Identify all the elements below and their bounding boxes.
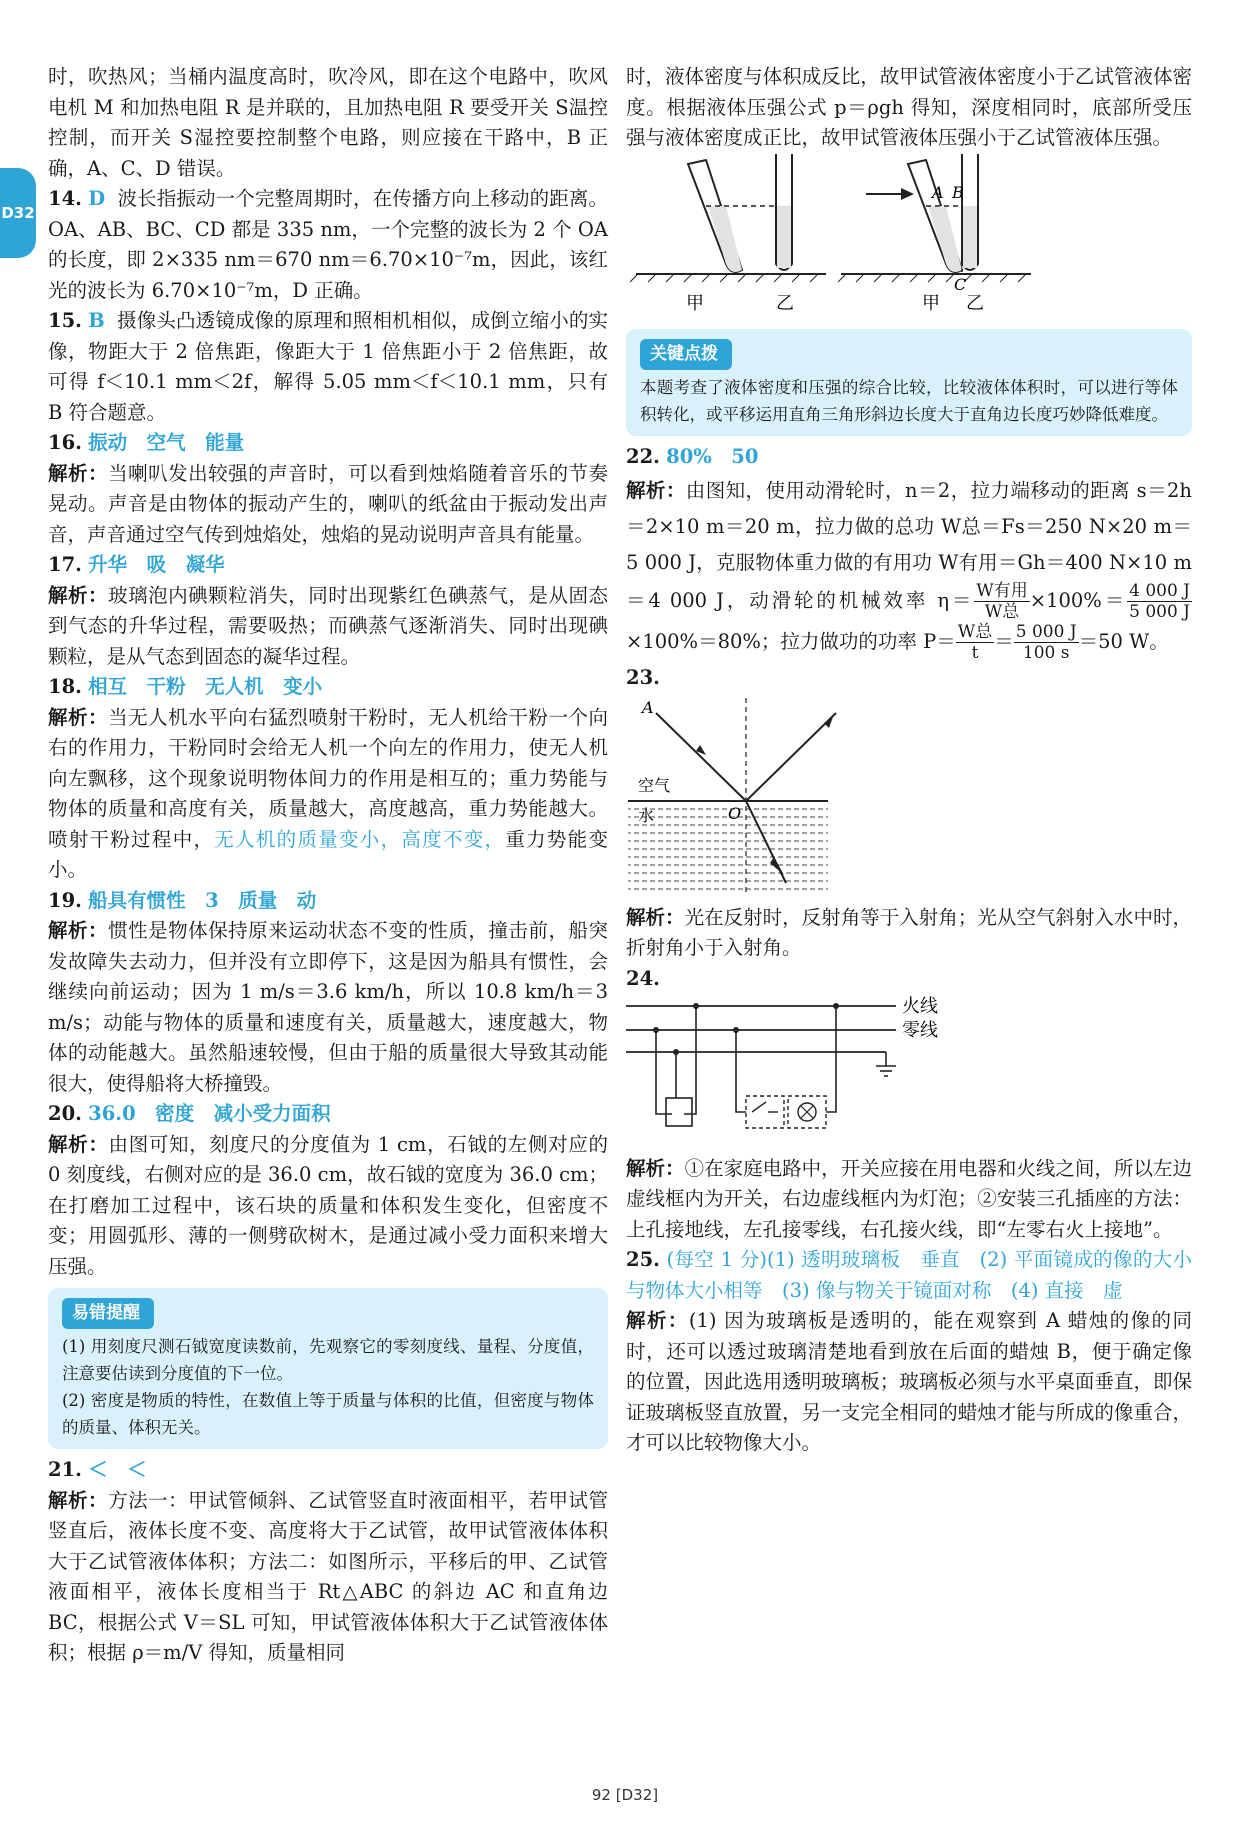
vertical-tube-yi bbox=[776, 154, 792, 270]
error-tip-title: 易错提醒 bbox=[62, 1298, 154, 1329]
q22-line-4: ＝ bbox=[994, 629, 1014, 653]
analysis-label: 解析： bbox=[48, 1132, 109, 1156]
analysis-label: 解析： bbox=[48, 583, 109, 607]
switch-box bbox=[746, 1096, 784, 1128]
q20-answer: 36.0 密度 减小受力面积 bbox=[88, 1102, 331, 1125]
q18-number: 18. bbox=[48, 675, 82, 698]
q21-number: 21. bbox=[48, 1458, 82, 1481]
analysis-label: 解析： bbox=[626, 905, 685, 929]
q19-analysis bbox=[48, 916, 608, 1099]
q22-answer: 80% 50 bbox=[666, 445, 759, 468]
error-tip-line-2: (2) 密度是物质的特性，在数值上等于质量与体积的比值，但密度与物体的质量、体积无关。 bbox=[62, 1391, 594, 1437]
analysis-label: 解析： bbox=[48, 461, 109, 485]
q22-fraction-4: $\frac{5 000 J}{100 s}$ bbox=[1015, 621, 1077, 663]
q22-analysis bbox=[626, 473, 1192, 663]
circuit-figure bbox=[626, 994, 1192, 1144]
q22-answer-line bbox=[626, 442, 1192, 473]
q18-analysis bbox=[48, 703, 608, 886]
q24-text: ①在家庭电路中，开关应接在用电器和火线之间，所以左边虚线框内为开关，右边虚线框内为灯泡；②安装三孔插座的方法：上孔接地线，左孔接零线，右孔接火线，即“左零右火上接地”。 bbox=[626, 1156, 1192, 1241]
fig-label-yi-1: 乙 bbox=[776, 292, 794, 314]
q24-number: 24. bbox=[626, 966, 660, 990]
q18-answer: 相互 干粉 无人机 变小 bbox=[88, 675, 323, 698]
q23-analysis bbox=[626, 903, 1192, 964]
fig-label-C: C bbox=[954, 274, 967, 294]
q16-number: 16. bbox=[48, 431, 82, 454]
q22-number: 22. bbox=[626, 445, 660, 468]
q18-highlight: 无人机的质量变小，高度不变， bbox=[214, 827, 506, 851]
point-label-O: O bbox=[728, 804, 742, 823]
analysis-label: 解析： bbox=[626, 1309, 689, 1332]
q25-analysis bbox=[626, 1306, 1192, 1459]
q22-line-1: 由图知，使用动滑轮时，n＝2，拉力端移动的距离 s＝2h＝2×10 m＝20 m，拉力做的总功 W总＝Fs＝250 N×20 m＝5 000 J，克服物体重力做的有用功 W有用＝Gh＝400 N×10 m＝4 000 J，动滑轮的机械效率 η＝ bbox=[626, 478, 1192, 612]
q20-number: 20. bbox=[48, 1102, 82, 1125]
q19-answer: 船具有惯性 3 质量 动 bbox=[88, 888, 317, 912]
right-column bbox=[626, 62, 1192, 1459]
analysis-label: 解析： bbox=[48, 919, 109, 942]
q18-answer-line bbox=[48, 672, 608, 703]
q21-answer-line bbox=[48, 1455, 608, 1486]
q16-analysis bbox=[48, 459, 608, 551]
q21-continuation: 时，液体密度与体积成反比，故甲试管液体密度小于乙试管液体密度。根据液体压强公式 p＝ρgh 得知，深度相同时，底部所受压强与液体密度成正比，故甲试管液体压强小于乙试管液体压强。 bbox=[626, 65, 1192, 149]
q15 bbox=[48, 306, 608, 428]
q19-answer-line bbox=[48, 886, 608, 917]
page-footer: 92 [D32] bbox=[591, 1786, 659, 1804]
fig-label-B: B bbox=[952, 182, 964, 202]
q22-fraction-1: $\frac{\text{W有用}}{\text{W总}}$ bbox=[976, 580, 1028, 622]
q14-answer: D bbox=[88, 187, 106, 210]
shifted-tubes bbox=[908, 154, 978, 272]
q20-answer-line bbox=[48, 1099, 608, 1130]
analysis-label: 解析： bbox=[48, 705, 109, 729]
medium-label-water: 水 bbox=[638, 806, 655, 825]
q20-text: 由图可知，刻度尺的分度值为 1 cm，石钺的左侧对应的 0 刻度线，右侧对应的是 36.0 cm，故石钺的宽度为 36.0 cm；在打磨加工过程中，该石块的质量和体积发生变化，但密度不变；用圆弧形、薄的一侧劈砍树木，是通过减小受力面积来增大压强。 bbox=[48, 1132, 608, 1278]
key-tip-title: 关键点拨 bbox=[640, 339, 732, 370]
analysis-label: 解析： bbox=[626, 478, 686, 502]
fig-label-yi-2: 乙 bbox=[966, 292, 984, 314]
q15-text: 摄像头凸透镜成像的原理和照相机相似，成倒立缩小的实像，物距大于 2 倍焦距，像距大于 1 倍焦距小于 2 倍焦距，故可得 f＜10.1 mm＜2f，解得 5.05 mm＜f＜10.1 mm，只有 B 符合题意。 bbox=[48, 309, 608, 424]
analysis-label: 解析： bbox=[626, 1156, 685, 1180]
q22-line-2: ×100%＝ bbox=[1029, 588, 1128, 612]
fig-label-jia-1: 甲 bbox=[686, 292, 704, 314]
q20-analysis bbox=[48, 1130, 608, 1283]
q17-answer: 升华 吸 凝华 bbox=[88, 553, 225, 576]
q23-number: 23. bbox=[626, 665, 660, 689]
neutral-wire-label: 零线 bbox=[902, 1020, 938, 1041]
q19-text: 惯性是物体保持原来运动状态不变的性质，撞击前，船突发故障失去动力，但并没有立即停下，这是因为船具有惯性，会继续向前运动；因为 1 m/s＝3.6 km/h，所以 10.8 km/h＝3 m/s；动能与物体的质量和速度有关，质量越大，速度越大，物体的动能越大。虽然船速较慢，但由于船的质量很大导致其动能很大，使得船将大桥撞毁。 bbox=[48, 919, 608, 1095]
q17-analysis bbox=[48, 581, 608, 673]
q22-line-3: ×100%＝80%；拉力做功的功率 P＝ bbox=[626, 629, 956, 653]
page-side-tab: D32 bbox=[0, 168, 36, 258]
q24-analysis bbox=[626, 1154, 1192, 1246]
q25-answer: (每空 1 分)(1) 透明玻璃板 垂直 (2) 平面镜成的像的大小与物体大小相等 (3) 像与物关于镜面对称 (4) 直接 虚 bbox=[626, 1248, 1192, 1302]
q15-number: 15. bbox=[48, 309, 82, 332]
socket-icon bbox=[666, 1098, 692, 1126]
analysis-label: 解析： bbox=[48, 1488, 109, 1512]
q16-answer: 振动 空气 能量 bbox=[88, 431, 245, 454]
tilted-tube-jia bbox=[688, 160, 742, 272]
key-tip-box bbox=[626, 329, 1192, 436]
q17-text: 玻璃泡内碘颗粒消失，同时出现紫红色碘蒸气，是从固态到气态的升华过程，需要吸热；而碘蒸气逐渐消失、同时出现碘颗粒，是从气态到固态的凝华过程。 bbox=[48, 583, 608, 668]
q23-number-line bbox=[626, 663, 1192, 694]
q17-number: 17. bbox=[48, 553, 82, 576]
q22-fraction-3: $\frac{\text{W总}}{t}$ bbox=[957, 621, 993, 663]
medium-label-air: 空气 bbox=[638, 776, 671, 795]
test-tube-figure bbox=[626, 154, 1192, 314]
error-tip-box bbox=[48, 1288, 608, 1449]
left-column bbox=[48, 62, 608, 1669]
q16-text: 当喇叭发出较强的声音时，可以看到烛焰随着音乐的节奏晃动。声音是由物体的振动产生的，喇叭的纸盆由于振动发出声音，声音通过空气传到烛焰处，烛焰的晃动说明声音具有能量。 bbox=[48, 461, 608, 546]
q22-line-5: ＝50 W。 bbox=[1078, 629, 1169, 653]
q15-answer: B bbox=[88, 309, 105, 332]
q14 bbox=[48, 184, 608, 306]
q17-answer-line bbox=[48, 550, 608, 581]
q21-text: 方法一：甲试管倾斜、乙试管竖直时液面相平，若甲试管竖直后，液体长度不变、高度将大于乙试管，故甲试管液体体积大于乙试管液体体积；方法二：如图所示，平移后的甲、乙试管液面相平，液体长度相当于 Rt△ABC 的斜边 AC 和直角边 BC，根据公式 V＝SL 可知，甲试管液体体积大于乙试管液体体积；根据 ρ＝m/V 得知，质量相同 bbox=[48, 1488, 608, 1664]
q25-answer-line bbox=[626, 1245, 1192, 1306]
fig-label-jia-2: 甲 bbox=[922, 292, 940, 314]
error-tip-line-1: (1) 用刻度尺测石钺宽度读数前，先观察它的零刻度线、量程、分度值，注意要估读到分度值的下一位。 bbox=[62, 1337, 594, 1383]
q25-text: (1) 因为玻璃板是透明的，能在观察到 A 蜡烛的像的同时，还可以透过玻璃清楚地看到放在后面的蜡烛 B，便于确定像的位置，因此选用透明玻璃板；玻璃板必须与水平桌面垂直，即保证玻璃板竖直放置，另一支完全相同的蜡烛才能与所成的像重合，才可以比较物像大小。 bbox=[626, 1309, 1192, 1454]
q25-number: 25. bbox=[626, 1248, 660, 1271]
q14-number: 14. bbox=[48, 187, 82, 210]
intro-paragraph: 时，吹热风；当桶内温度高时，吹冷风，即在这个电路中，吹风电机 M 和加热电阻 R 是并联的，且加热电阻 R 要受开关 S温控控制，而开关 S湿控要控制整个电路，则应接在干路中，B 正确，A、C、D 错误。 bbox=[48, 65, 608, 180]
q18-tail: 重力势能变小。 bbox=[48, 827, 608, 881]
ray-label-A: A bbox=[642, 698, 654, 717]
q21-analysis bbox=[48, 1486, 608, 1669]
q23-text: 光在反射时，反射角等于入射角；光从空气斜射入水中时，折射角小于入射角。 bbox=[626, 905, 1192, 959]
key-tip-text: 本题考查了液体密度和压强的综合比较，比较液体体积时，可以进行等体积转化，或平移运用直角三角形斜边长度大于直角边长度巧妙降低难度。 bbox=[640, 378, 1178, 424]
q21-answer: ＜ ＜ bbox=[88, 1458, 147, 1481]
refraction-figure bbox=[626, 693, 1192, 893]
q14-text: 波长指振动一个完整周期时，在传播方向上移动的距离。OA、AB、BC、CD 都是 335 nm，一个完整的波长为 2 个 OA 的长度，即 2×335 nm＝670 nm＝6.70×10⁻⁷m，因此，该红光的波长为 6.70×10⁻⁷m，D 正确。 bbox=[48, 187, 608, 302]
q22-fraction-2: $\frac{4 000 J}{5 000 J}$ bbox=[1129, 580, 1190, 622]
q16-answer-line bbox=[48, 428, 608, 459]
fig-label-A: A bbox=[932, 182, 944, 202]
q18-text: 当无人机水平向右猛烈喷射干粉时，无人机给干粉一个向右的作用力，干粉同时会给无人机一个向左的作用力，使无人机向左飘移，这个现象说明物体间力的作用是相互的；重力势能与物体的质量和高度有关，质量越大，高度越高，重力势能越大。喷射干粉过程中， bbox=[48, 705, 608, 851]
live-wire-label: 火线 bbox=[902, 996, 938, 1017]
q19-number: 19. bbox=[48, 888, 82, 912]
q24-number-line bbox=[626, 964, 1192, 995]
